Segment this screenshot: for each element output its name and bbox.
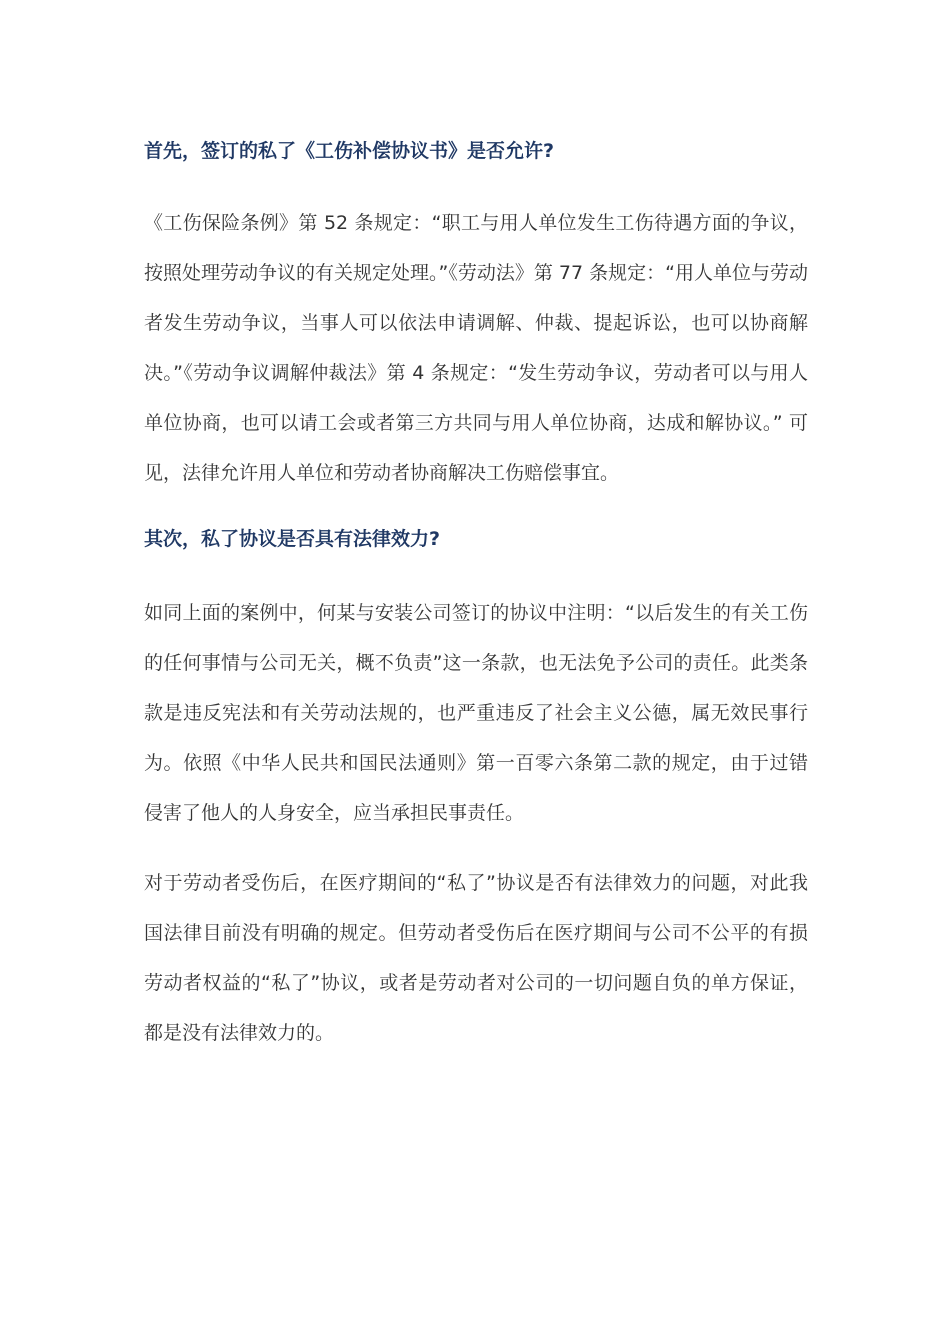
paragraph-3: 对于劳动者受伤后，在医疗期间的“私了”协议是否有法律效力的问题，对此我国法律目前没有明确的规定。但劳动者受伤后在医疗期间与公司不公平的有损劳动者权益的“私了”协议，或者是劳动者对公司的一切问题自负的单方保证，都是没有法律效力的。	[144, 872, 808, 1044]
section-heading-2: 其次，私了协议是否具有法律效力?	[144, 528, 441, 550]
paragraph-1: 《工伤保险条例》第 52 条规定：“职工与用人单位发生工伤待遇方面的争议，按照处理劳动争议的有关规定处理。”《劳动法》第 77 条规定：“用人单位与劳动者发生劳动争议，当事人可以依法申请调解、仲裁、提起诉讼，也可以协商解决。”《劳动争议调解仲裁法》第 4 条规定：“发生劳动争议，劳动者可以与用人单位协商，也可以请工会或者第三方共同与用人单位协商，达成和解协议。” 可见，法律允许用人单位和劳动者协商解决工伤赔偿事宜。	[144, 212, 808, 484]
document-body	[144, 130, 808, 1058]
paragraph-2: 如同上面的案例中，何某与安装公司签订的协议中注明：“以后发生的有关工伤的任何事情与公司无关，概不负责”这一条款，也无法免予公司的责任。此类条款是违反宪法和有关劳动法规的，也严重违反了社会主义公德，属无效民事行为。依照《中华人民共和国民法通则》第一百零六条第二款的规定，由于过错侵害了他人的人身安全，应当承担民事责任。	[144, 602, 808, 824]
section-heading-1: 首先，签订的私了《工伤补偿协议书》是否允许?	[144, 140, 555, 162]
